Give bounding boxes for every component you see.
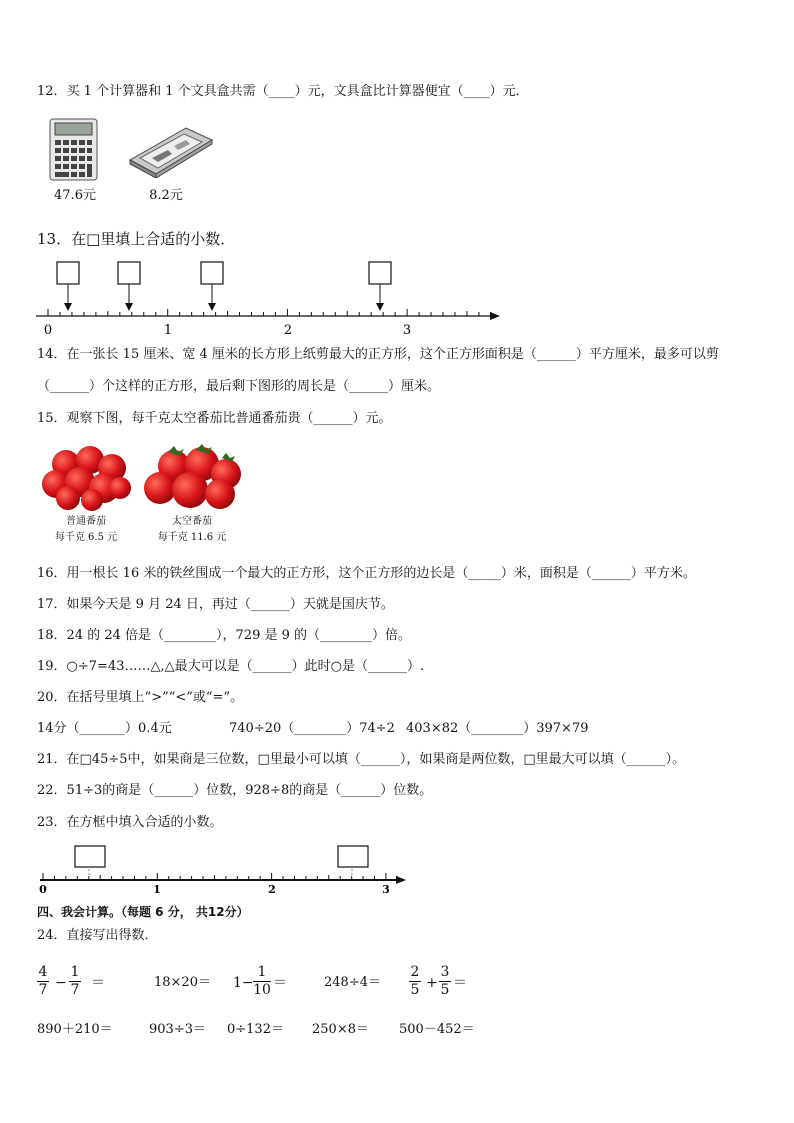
q24-f1-eq: ＝ [91, 975, 105, 991]
pencil-box-image [128, 126, 214, 178]
q24-e5-den2: 5 [440, 982, 450, 998]
q24-f1-num2: 1 [70, 964, 80, 980]
q24-f1-den2: 7 [70, 982, 80, 998]
space-tomato-price: 每千克 11.6 元 [157, 532, 227, 543]
q24-text: 24．直接写出得数． [37, 928, 158, 943]
q18-text: 18．24 的 24 倍是（________），729 是 9 的（________）倍。 [37, 628, 412, 643]
q13-axis [36, 312, 500, 320]
q23-box-2[interactable] [338, 846, 368, 878]
q13-text: 13．在□里填上合适的小数． [37, 230, 236, 248]
q24-r2-item: 0÷132＝ [227, 1022, 284, 1037]
q24-e3-den: 10 [253, 982, 271, 998]
q13-number-line [30, 258, 510, 338]
q20-item1: 14分（_______）0.4元 [37, 721, 172, 736]
q23-tick-0: 0 [39, 883, 47, 894]
normal-tomato-image [40, 444, 132, 512]
space-tomato-image [140, 444, 244, 512]
q13-box-1[interactable] [57, 262, 79, 311]
q24-e5-eq: ＝ [453, 975, 467, 991]
pencilbox-price: 8.2元 [149, 188, 183, 203]
q24-r2-item: 250×8＝ [312, 1022, 369, 1037]
q23-tick-1: 1 [153, 883, 161, 894]
q24-e5-num2: 3 [440, 964, 450, 980]
q24-e3-frac [253, 964, 271, 999]
q14-line2: （______）个这样的正方形，最后剩下图形的周长是（______）厘米。 [37, 379, 441, 394]
space-tomato-name: 太空番茄 [172, 516, 212, 527]
q23-text: 23．在方框中填入合适的小数。 [37, 815, 223, 830]
q23-axis [40, 876, 406, 884]
q16-text: 16．用一根长 16 米的铁丝围成一个最大的正方形，这个正方形的边长是（_____）米，面积是（______）平方米。 [37, 566, 696, 581]
q24-r2-item: 500－452＝ [399, 1022, 475, 1037]
q15-text: 15．观察下图，每千克太空番茄比普通番茄贵（______）元。 [37, 411, 392, 426]
q21-text: 21．在□45÷5中，如果商是三位数，□里最小可以填（______），如果商是两位数，□里最大可以填（______）。 [37, 752, 686, 767]
q24-e5-den1: 5 [410, 982, 420, 998]
q17-text: 17．如果今天是 9 月 24 日，再过（______）天就是国庆节。 [37, 597, 394, 612]
q23-box-1[interactable] [75, 846, 105, 878]
q13-tick-2: 2 [283, 323, 293, 338]
q24-f1-frac-a [37, 964, 49, 999]
q23-tick-2: 2 [268, 883, 276, 894]
q24-e5-frac-a [409, 964, 421, 999]
q24-e3-num: 1 [257, 964, 267, 980]
normal-tomato-name: 普通番茄 [66, 516, 106, 527]
section-4-heading: 四、我会计算。（每题 6 分， 共12分） [37, 905, 249, 919]
q24-f1-den1: 7 [38, 982, 48, 998]
q24-e2: 18×20＝ [154, 975, 211, 990]
q24-e3-eq: ＝ [273, 975, 287, 991]
q24-e4: 248÷4＝ [324, 975, 381, 990]
q24-r2-item: 903÷3＝ [149, 1022, 206, 1037]
q13-box-3[interactable] [201, 262, 223, 311]
q13-box-2[interactable] [118, 262, 140, 311]
q24-f1-frac-b [69, 964, 81, 999]
calculator-image [49, 118, 99, 182]
q14-line1: 14．在一张长 15 厘米、宽 4 厘米的长方形上纸剪最大的正方形，这个正方形面积是（______）平方厘米，最多可以剪 [37, 347, 719, 362]
q13-box-4[interactable] [369, 262, 391, 311]
q22-text: 22．51÷3的商是（______）位数，928÷8的商是（______）位数。 [37, 783, 433, 798]
q13-tick-3: 3 [402, 323, 412, 338]
q23-tick-3: 3 [382, 883, 390, 894]
q23-number-line [34, 842, 414, 894]
q24-f1-op: − [55, 975, 67, 991]
q24-e5-frac-b [439, 964, 451, 999]
q20-text: 20．在括号里填上“>”“<”或“=”。 [37, 690, 244, 705]
q13-tick-0: 0 [43, 323, 53, 338]
q24-e3-pre: 1− [233, 975, 254, 991]
q12-text: 12．买 1 个计算器和 1 个文具盒共需（____）元，文具盒比计算器便宜（____）元． [37, 84, 529, 99]
q20-item3: 403×82（________）397×79 [406, 721, 589, 736]
q24-f1-num1: 4 [38, 964, 48, 980]
q20-item2: 740÷20（________）74÷2 [229, 721, 395, 736]
normal-tomato-price: 每千克 6.5 元 [54, 532, 118, 543]
q24-r2-item: 890＋210＝ [37, 1022, 113, 1037]
q13-tick-1: 1 [163, 323, 173, 338]
calculator-price: 47.6元 [54, 188, 96, 203]
q24-e5-op: + [426, 975, 438, 991]
q24-e5-num1: 2 [410, 964, 420, 980]
q19-text: 19．○÷7=43……△,△最大可以是（______）此时○是（______）. [37, 659, 425, 674]
